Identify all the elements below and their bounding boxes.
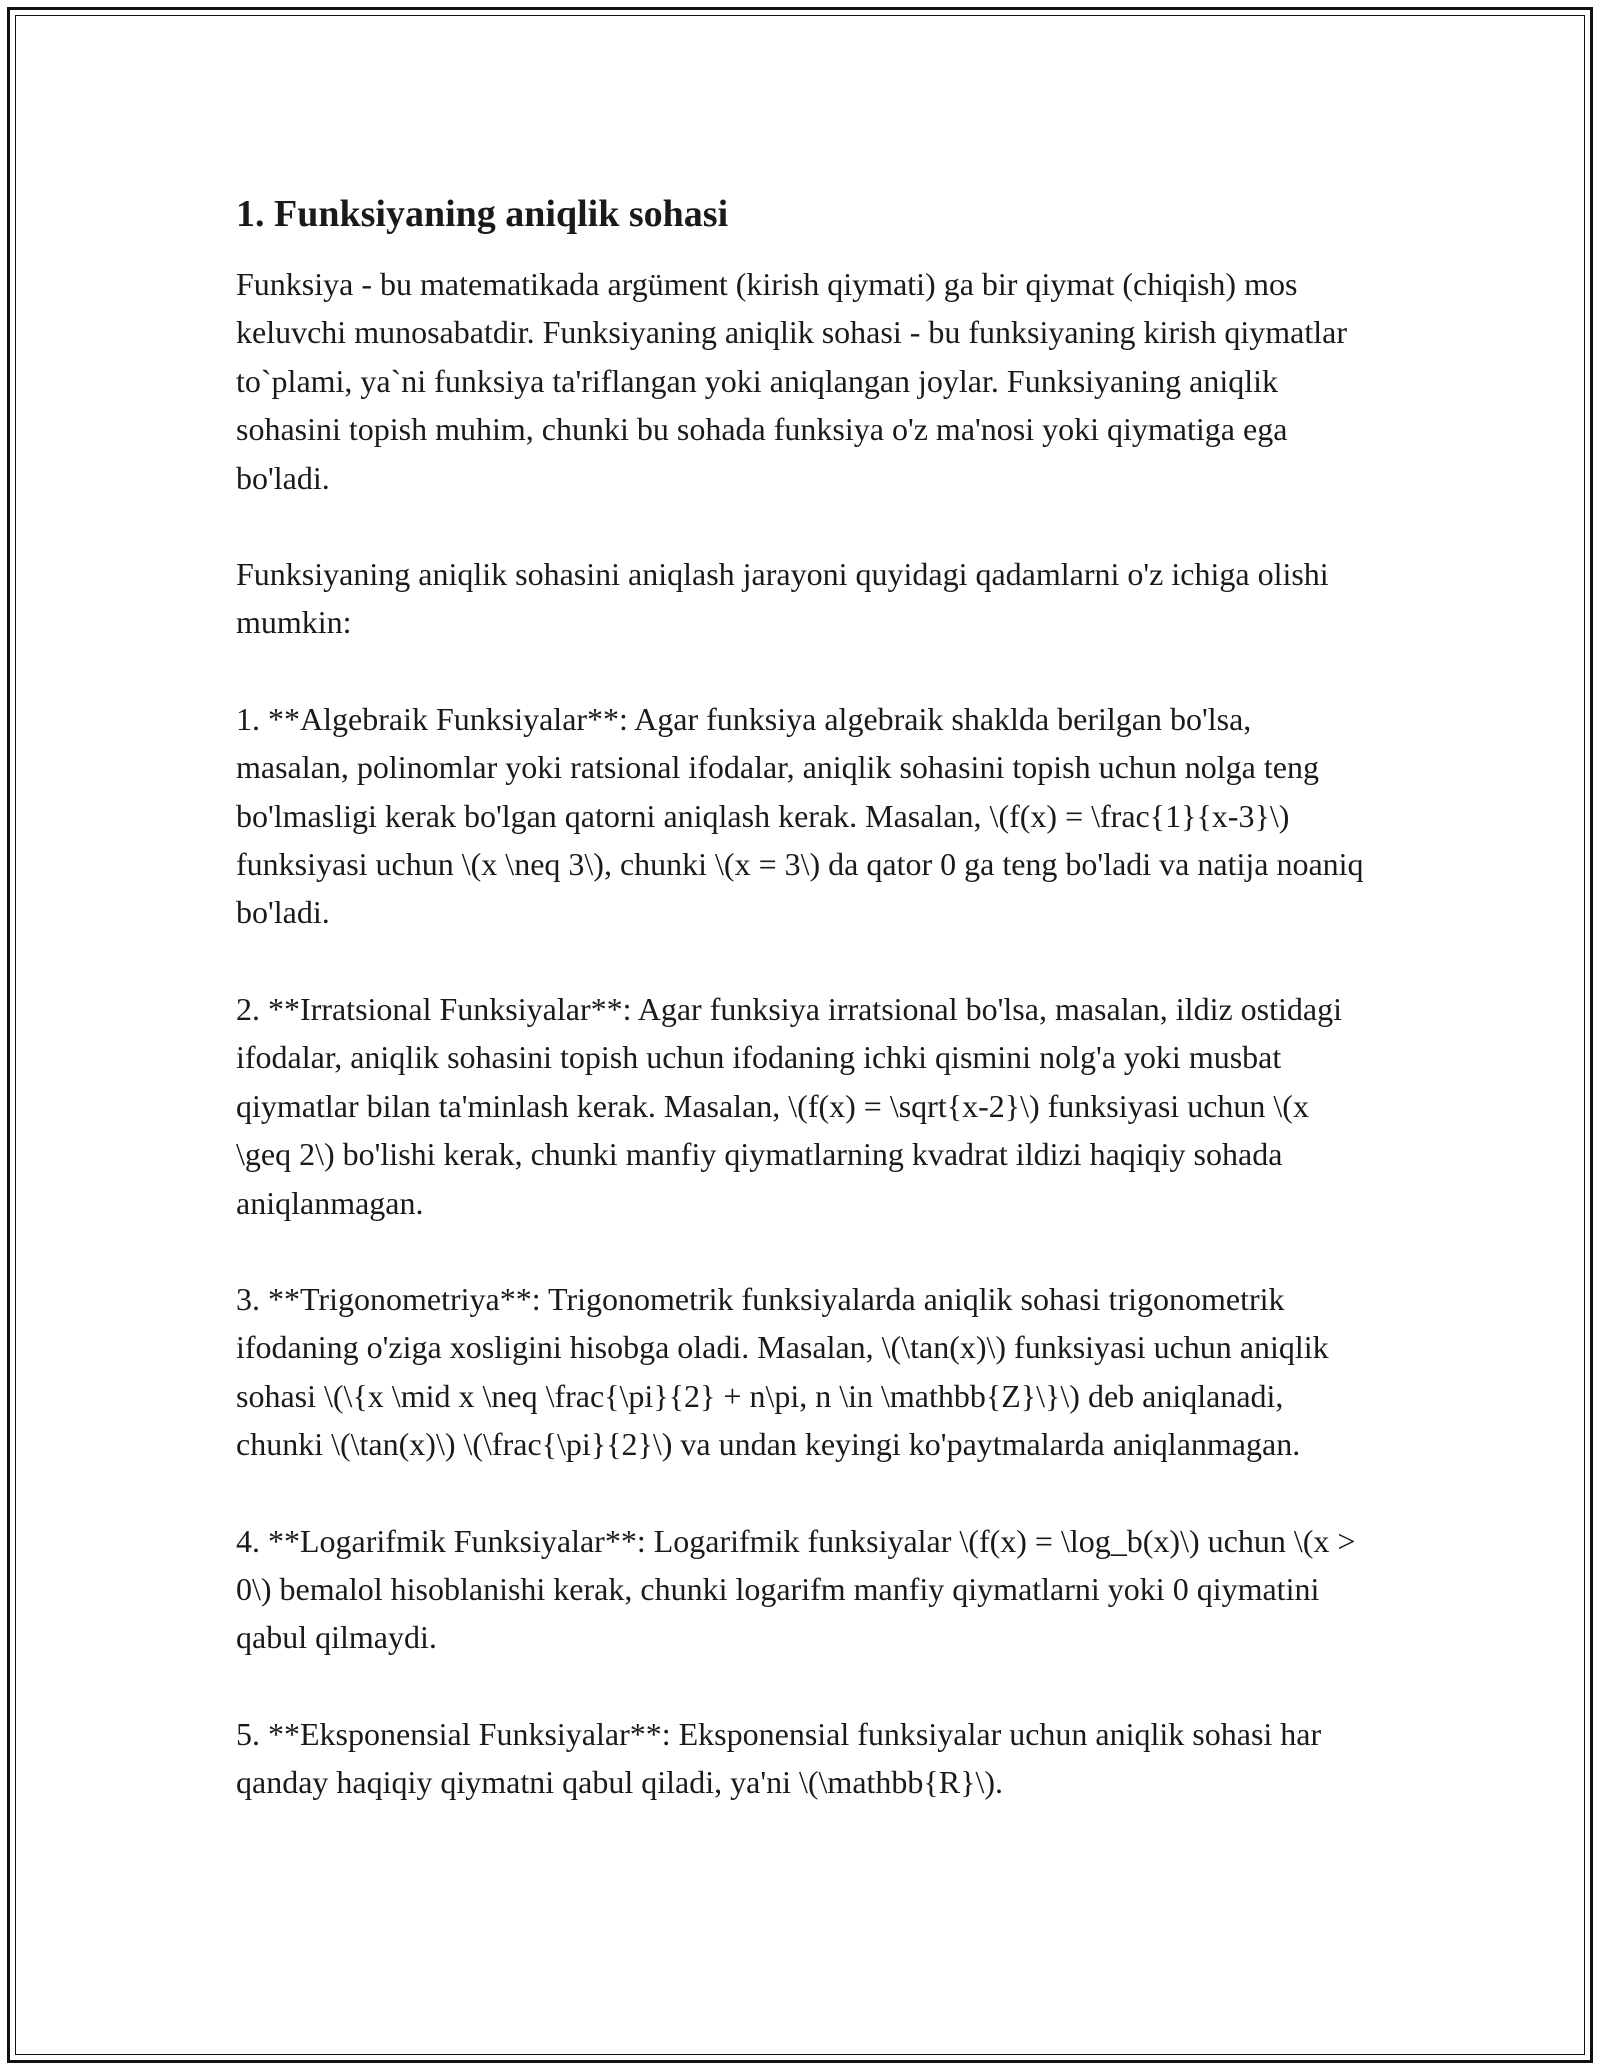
exponential-functions-item: 5. **Eksponensial Funksiyalar**: Eksponensial funksiyalar uchun aniqlik sohasi har qanday haqiqiy qiymatni qabul qiladi, ya'ni \(\mathbb{R}\).: [236, 1715, 1322, 1801]
intro-paragraph: Funksiya - bu matematikada argüment (kirish qiymati) ga bir qiymat (chiqish) mos keluvchi munosabatdir. Funksiyaning aniqlik sohasi - bu funksiyaning kirish qiymatlar to`plami, ya`ni funksiya ta'riflangan yoki aniqlangan joylar. Funksiyaning aniqlik sohasini topish muhim, chunki bu sohada funksiya o'z ma'nosi yoki qiymatiga ega bo'ladi.: [236, 266, 1347, 496]
steps-intro-paragraph: Funksiyaning aniqlik sohasini aniqlash jarayoni quyidagi qadamlarni o'z ichiga olishi mumkin:: [236, 556, 1329, 641]
algebraic-functions-item: 1. **Algebraik Funksiyalar**: Agar funksiya algebraik shaklda berilgan bo'lsa, masalan, polinomlar yoki ratsional ifodalar, aniqlik sohasini topish uchun nolga teng bo'lmasligi kerak bo'lgan qatorni aniqlash kerak. Masalan, \(f(x) = \frac{1}{x-3}\) funksiyasi uchun \(x \neq 3\), chunki \(x = 3\) da qator 0 ga teng bo'ladi va natija noaniq bo'ladi.: [236, 700, 1364, 931]
trigonometry-item: 3. **Trigonometriya**: Trigonometrik funksiyalarda aniqlik sohasi trigonometrik ifodaning o'ziga xosligini hisobga oladi. Masalan, \(\tan(x)\) funksiyasi uchun aniqlik sohasi \(\{x \mid x \neq \frac{\pi}{2} + n\pi, n \in \mathbb{Z}\}\) deb aniqlanadi, chunki \(\tan(x)\) \(\frac{\pi}{2}\) va undan keyingi ko'paytmalarda aniqlanmagan.: [236, 1280, 1329, 1463]
document-body: [236, 186, 1366, 1807]
logarithmic-functions-item: 4. **Logarifmik Funksiyalar**: Logarifmik funksiyalar \(f(x) = \log_b(x)\) uchun \(x > 0\) bemalol hisoblanishi kerak, chunki logarifm manfiy qiymatlarni yoki 0 qiymatini qabul qilmaydi.: [236, 1522, 1356, 1656]
section-heading: 1. Funksiyaning aniqlik sohasi: [236, 193, 729, 235]
irrational-functions-item: 2. **Irratsional Funksiyalar**: Agar funksiya irratsional bo'lsa, masalan, ildiz ostidagi ifodalar, aniqlik sohasini topish uchun ifodaning ichki qismini nolg'a yoki musbat qiymatlar bilan ta'minlash kerak. Masalan, \(f(x) = \sqrt{x-2}\) funksiyasi uchun \(x \geq 2\) bo'lishi kerak, chunki manfiy qiymatlarning kvadrat ildizi haqiqiy sohada aniqlanmagan.: [236, 990, 1342, 1221]
